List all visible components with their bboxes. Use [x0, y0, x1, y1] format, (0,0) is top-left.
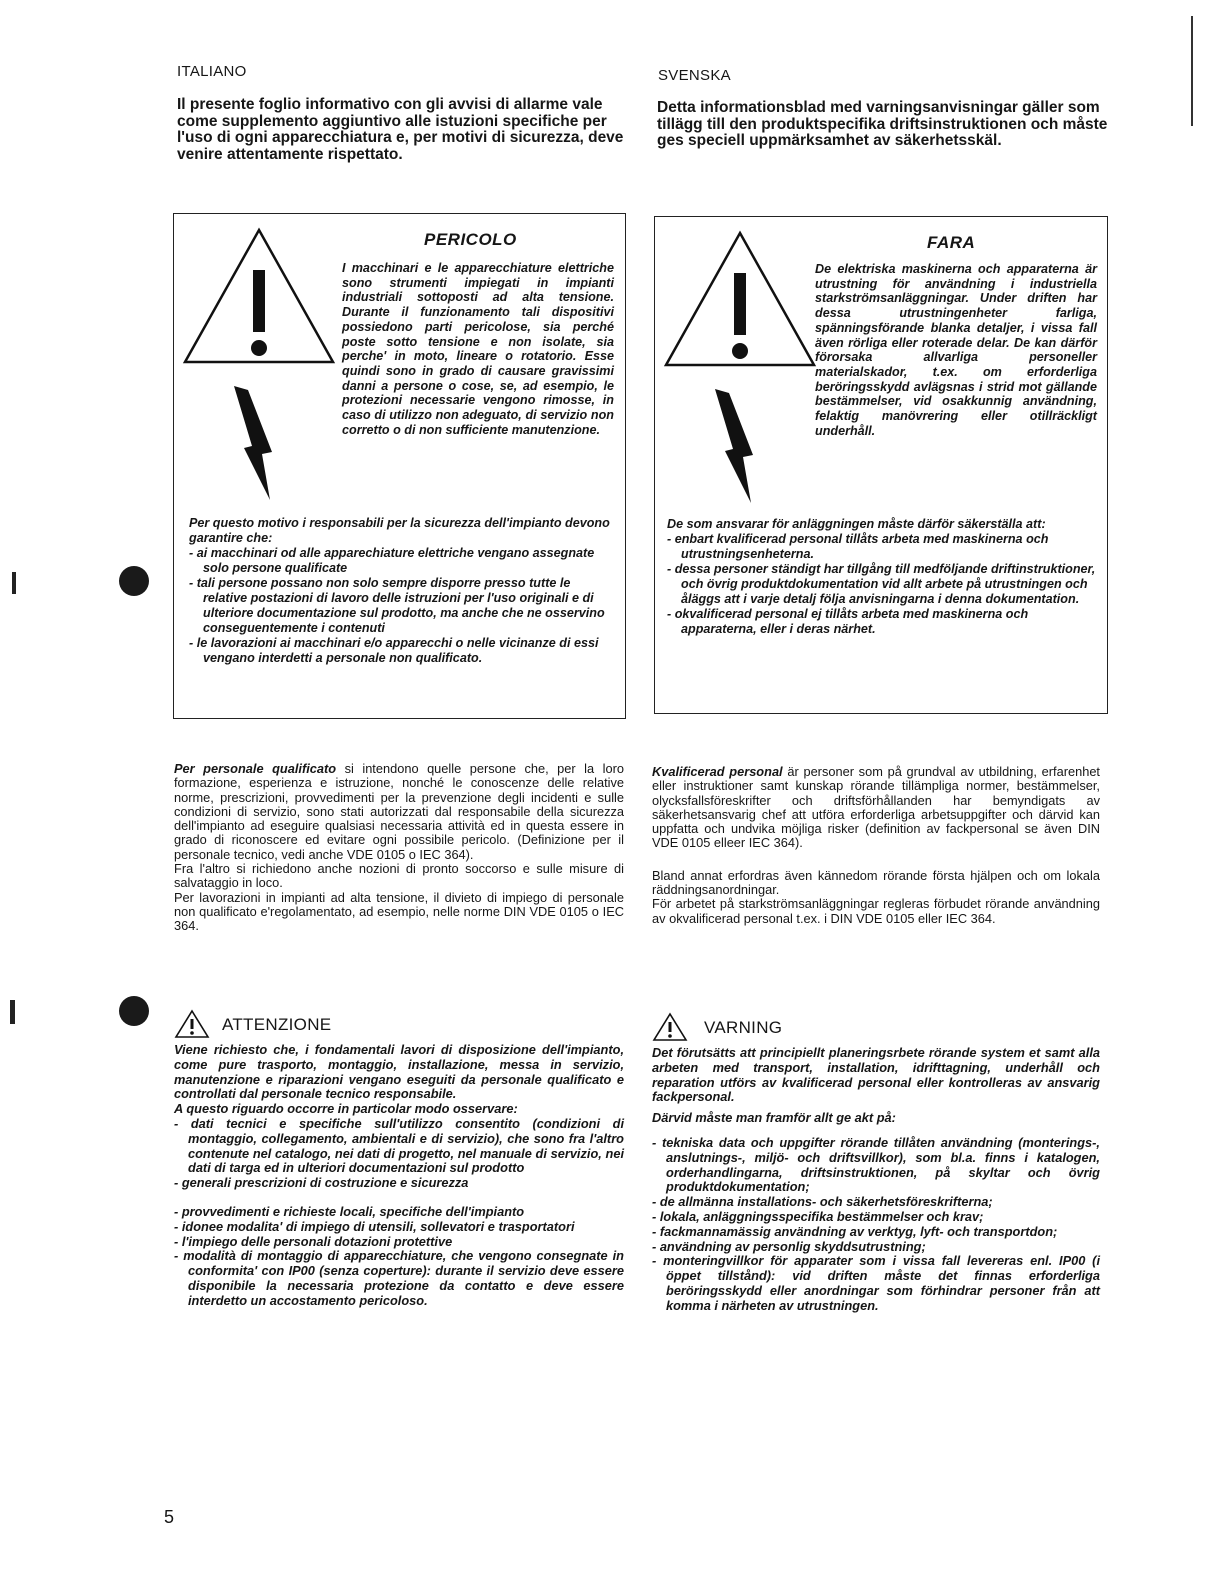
qualified-text-svenska: är personer som på grundval av utbildning, erfarenhet eller instruktioner samt kunskap rörande tillämpliga normer, bestämmelser, olycksfallsföreskrifter och driftsförhållanden har bemyndigats av säkerhetsansvarig chef att utföra erforderliga arbetsuppgifter och därvid kan uppfatta och undvika möjliga risker (definition av fackpersonal se även DIN VDE 0105 elleer IEC 364). [652, 764, 1100, 851]
attention-intro-italiano: A questo riguardo occorre in particolar modo osservare: [174, 1101, 518, 1117]
lang-heading-svenska: SVENSKA [658, 67, 731, 84]
lang-heading-italiano: ITALIANO [177, 63, 247, 80]
list-item: - provvedimenti e richieste locali, specifiche dell'impianto [174, 1203, 525, 1219]
danger-obligations-svenska [667, 517, 1097, 637]
list-item: - ai macchinari od alle apparechiature elettriche vengano assegnate solo persone qualificate [189, 546, 595, 575]
attention-lead-italiano: Viene richiesto che, i fondamentali lavori di disposizione dell'impianto, come pure trasporto, montaggio, installazione, messa in servizio, manutenzione e riparazioni vengano eseguiti da personale qualificato e controllati dal personale tecnico responsabile. [174, 1042, 624, 1102]
danger-obligations-intro-italiano: Per questo motivo i responsabili per la sicurezza dell'impianto devono garantire che: [189, 516, 610, 545]
scan-edge-left-mark-2 [10, 1000, 15, 1024]
first-aid-text-italiano: Fra l'altro si richiedono anche nozioni di pronto soccorso e sulle misure di salvataggio in loco. [174, 861, 624, 891]
high-voltage-bolt-icon [707, 387, 767, 507]
punch-hole-upper [119, 566, 149, 596]
qualified-term-svenska: Kvalificerad personal [652, 764, 783, 779]
danger-title-italiano: PERICOLO [424, 230, 517, 249]
list-item: - användning av personlig skyddsutrustning; [652, 1238, 926, 1254]
caution-triangle-icon [174, 1009, 210, 1039]
attention-body-italiano [174, 1043, 624, 1309]
qualified-personnel-italiano [174, 762, 624, 934]
scan-edge-left-mark [12, 572, 16, 594]
warning-triangle-icon [663, 229, 818, 369]
list-item: - idonee modalita' di impiego di utensili, sollevatori e trasportatori [174, 1218, 575, 1234]
list-item: - monteringvillkor för apparater som i vissa fall levereras enl. IP00 (i öppet tillstånd): vid driften måste det finnas erforderliga beröringsskydd eller anordningar som förhindrar personer från att komma i närheten av utrustningen. [652, 1253, 1100, 1313]
page-number: 5 [164, 1507, 175, 1527]
list-item: - generali prescrizioni di costruzione e sicurezza [174, 1175, 469, 1191]
attention-section-italiano [174, 1007, 624, 1309]
danger-box-italiano [173, 213, 626, 719]
danger-title-svenska: FARA [927, 233, 976, 252]
high-voltage-text-italiano: Per lavorazioni in impianti ad alta tensione, il divieto di impiego di personale non qualificato e'regolamentato, ad esempio, nelle norme DIN VDE 0105 o IEC 364. [174, 889, 624, 934]
list-item: - fackmannamässig användning av verktyg, lyft- och transportdon; [652, 1223, 1058, 1239]
list-item: - le lavorazioni ai macchinari e/o apparecchi o nelle vicinanze di essi vengano interdetti a personale non qualificato. [189, 636, 599, 665]
list-item: - dessa personer ständigt har tillgång till medföljande driftinstruktioner, och övrig produktdokumentation vid allt arbete på utrustningen och åläggs att i varje detalj följa anvisningarna i denna dokumentation. [667, 562, 1096, 606]
danger-lead-svenska: De elektriska maskinerna och apparaterna är utrustning för användning i industriella starkströmsanläggningar. Under driften har dessa utrustningenheter farliga, spänningsförande blanka detaljer, i vissa fall även rörliga eller roterade delar. De kan därför förorsaka allvarliga personeller materialskador, t.ex. om erforderliga beröringsskydd avlägsnas i strid mot gällande bestämmelser, vid osakkunnig användning, felaktig manövrering eller otillräckligt underhåll. [815, 262, 1097, 438]
warning-triangle-icon [182, 226, 337, 366]
list-item: - tekniska data och uppgifter rörande tillåten användning (monterings-, anslutnings-, miljö- och driftsvillkor), som bl.a. finns i katalogen, orderhandlingarna, driftsinstruktionen, på skyltar och övrig produktdokumentation; [652, 1134, 1100, 1195]
attention-word-italiano: ATTENZIONE [222, 1015, 332, 1034]
danger-box-svenska [654, 216, 1108, 714]
danger-lead-italiano: I macchinari e le apparecchiature elettriche sono strumenti impiegati in impianti industriali sottoposti ad alta tensione. Durante il funzionamento tali dispositivi possiedono parti pericolose, sia perché poste sotto tensione e non isolate, sia perche' in moto, lineare o rotatorio. Esse quindi sono in grado di causare gravissimi danni a persone o cose, se, ad esempio, le protezioni necessarie vengono rimosse, in caso di utilizzo non adeguato, di servizio non corretto o di non sufficiente manutenzione. [342, 261, 614, 437]
high-voltage-bolt-icon [226, 384, 286, 504]
list-item: - tali persone possano non solo sempre disporre presso tutte le relative postazioni di lavoro delle istruzioni per l'uso originali e di ulteriore documentazione sul prodotto, ma anche che ne osservino conseguentemente i contenuti [189, 576, 605, 635]
qualified-personnel-svenska [652, 765, 1100, 926]
first-aid-text-svenska: Bland annat erfordras även kännedom rörande första hjälpen och om lokala räddningsanordningar. [652, 867, 1100, 898]
punch-hole-lower [119, 996, 149, 1026]
attention-intro-svenska: Därvid måste man framför allt ge akt på: [652, 1110, 896, 1126]
list-item: - enbart kvalificerad personal tillåts arbeta med maskinerna och utrustningsenheterna. [667, 532, 1049, 561]
qualified-term-italiano: Per personale qualificato [174, 761, 337, 776]
attention-lead-svenska: Det förutsätts att principiellt planeringsrbete rörande system et samt alla arbeten med transport, installation, idrifttagning, underhåll och reparation utförs av kvalificerad personal eller kontrolleras av ansvarig fackpersonal. [652, 1045, 1100, 1105]
danger-obligations-italiano [189, 516, 617, 666]
scan-edge-right-line [1191, 16, 1193, 126]
list-item: - de allmänna installations- och säkerhetsföreskrifterna; [652, 1194, 993, 1210]
attention-section-svenska [652, 1010, 1100, 1314]
list-item: - modalità di montaggio di apparecchiature, che vengono consegnate in conformita' con IP00 (senza coperture): durante il servizio deve essere disponibile la necessaria protezione da contatto e deve essere interdetto un accostamento pericoloso. [174, 1248, 624, 1308]
intro-svenska: Detta informationsblad med varningsanvisningar gäller som tillägg till den produktspecifika driftsinstruktionen och måste ges speciell uppmärksamhet av säkerhetsskäl. [657, 99, 1108, 149]
danger-obligations-intro-svenska: De som ansvarar för anläggningen måste därför säkerställa att: [667, 517, 1046, 531]
attention-word-svenska: VARNING [704, 1018, 783, 1037]
intro-italiano: Il presente foglio informativo con gli avvisi di allarme vale come supplemento aggiuntivo alle istuzioni specifiche per l'uso di ogni apparecchiatura e, per motivi di sicurezza, deve venire attentamente rispettato. [177, 96, 624, 163]
high-voltage-text-svenska: För arbetet på starkströmsanläggningar regleras förbudet rörande användning av okvalificerad personal t.ex. i DIN VDE 0105 eller IEC 364. [652, 896, 1100, 926]
list-item: - lokala, anläggningsspecifika bestämmelser och krav; [652, 1208, 984, 1224]
qualified-text-italiano: si intendono quelle persone che, per la loro formazione, esperienza e istruzione, nonché le conoscenze delle relative norme, prescrizioni, provvedimenti per la prevenzione degli incidenti e sulle condizioni di servizio, sono stati autorizzati dal responsabile della sicurezza dell'impianto ad eseguire qualsiasi necessaria attività ed in questa essere in grado di riconoscere ed evitare ogni possibile pericolo. (Definizione per il personale tecnico, vedi anche VDE 0105 o IEC 364). [174, 761, 624, 862]
attention-body-svenska [652, 1046, 1100, 1314]
list-item: - okvalificerad personal ej tillåts arbeta med maskinerna och apparaterna, eller i deras närhet. [667, 607, 1029, 636]
list-item: - dati tecnici e specifiche sull'utilizzo consentito (condizioni di montaggio, collegamento, ambientali e di servizio), che sono fra l'altro contenute nel catalogo, nei dati di progetto, nel manuale di servizio, nei dati di targa ed in ulteriori documentazioni sul prodotto [174, 1115, 624, 1176]
list-item: - l'impiego delle personali dotazioni protettive [174, 1233, 453, 1249]
caution-triangle-icon [652, 1012, 688, 1042]
